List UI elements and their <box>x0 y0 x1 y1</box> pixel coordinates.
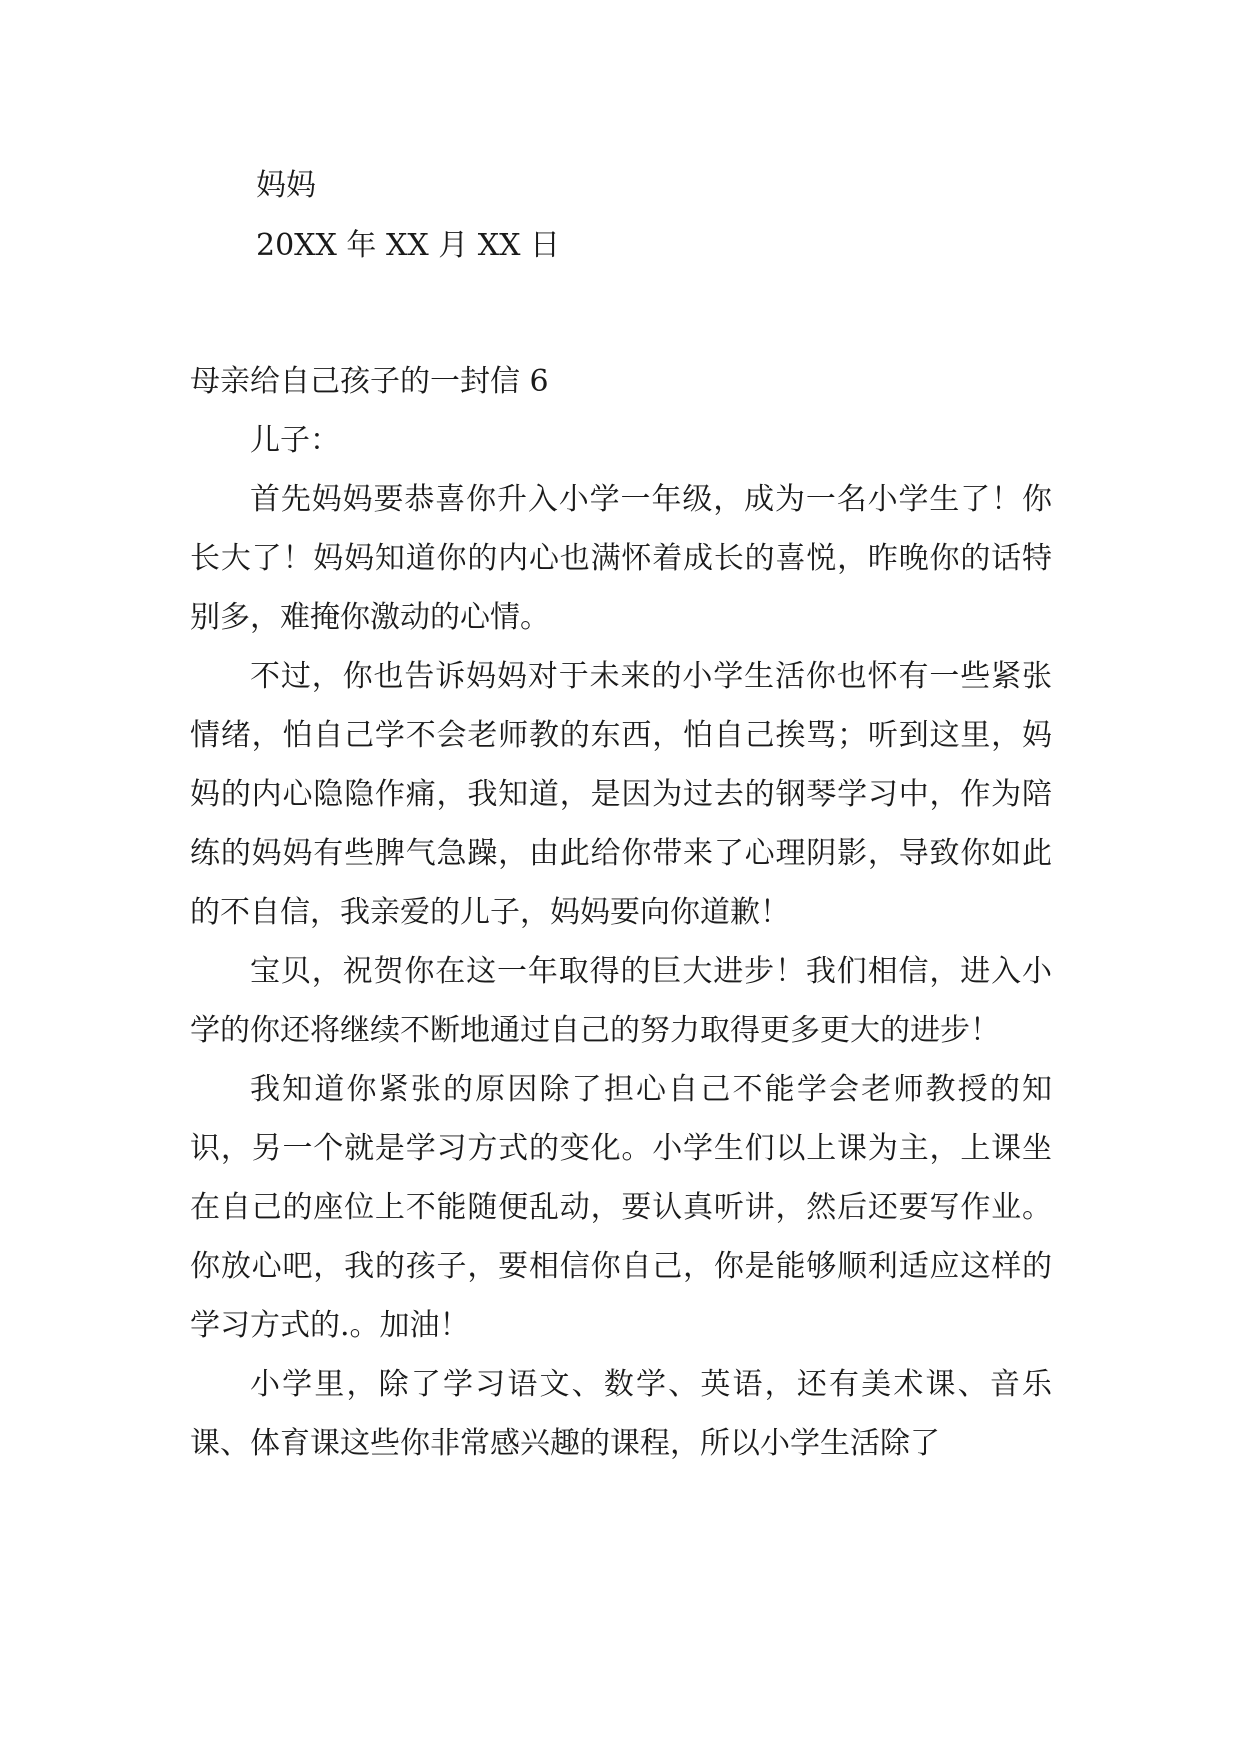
paragraph: 不过，你也告诉妈妈对于未来的小学生活你也怀有一些紧张情绪，怕自己学不会老师教的东西，怕自己挨骂；听到这里，妈妈的内心隐隐作痛，我知道，是因为过去的钢琴学习中，作为陪练的妈妈有些脾气急躁，由此给你带来了心理阴影，导致你如此的不自信，我亲爱的儿子，妈妈要向你道歉！ <box>190 659 1052 930</box>
letter-salutation: 儿子： <box>250 423 340 458</box>
paragraph: 宝贝，祝贺你在这一年取得的巨大进步！我们相信，进入小学的你还将继续不断地通过自己的努力取得更多更大的进步！ <box>190 954 1052 1048</box>
letter-body <box>190 352 1052 1473</box>
letter-title: 母亲给自己孩子的一封信 6 <box>190 364 549 399</box>
paragraph: 小学里，除了学习语文、数学、英语，还有美术课、音乐课、体育课这些你非常感兴趣的课程，所以小学生活除了 <box>190 1367 1052 1461</box>
paragraph: 首先妈妈要恭喜你升入小学一年级，成为一名小学生了！你长大了！妈妈知道你的内心也满怀着成长的喜悦，昨晚你的话特别多，难掩你激动的心情。 <box>190 482 1052 635</box>
previous-letter-signature: 妈妈 <box>256 168 316 203</box>
paragraph: 我知道你紧张的原因除了担心自己不能学会老师教授的知识，另一个就是学习方式的变化。小学生们以上课为主，上课坐在自己的座位上不能随便乱动，要认真听讲，然后还要写作业。你放心吧，我的孩子，要相信你自己，你是能够顺利适应这样的学习方式的.。加油！ <box>190 1072 1052 1343</box>
previous-letter-date: 20XX 年 XX 月 XX 日 <box>256 228 560 263</box>
